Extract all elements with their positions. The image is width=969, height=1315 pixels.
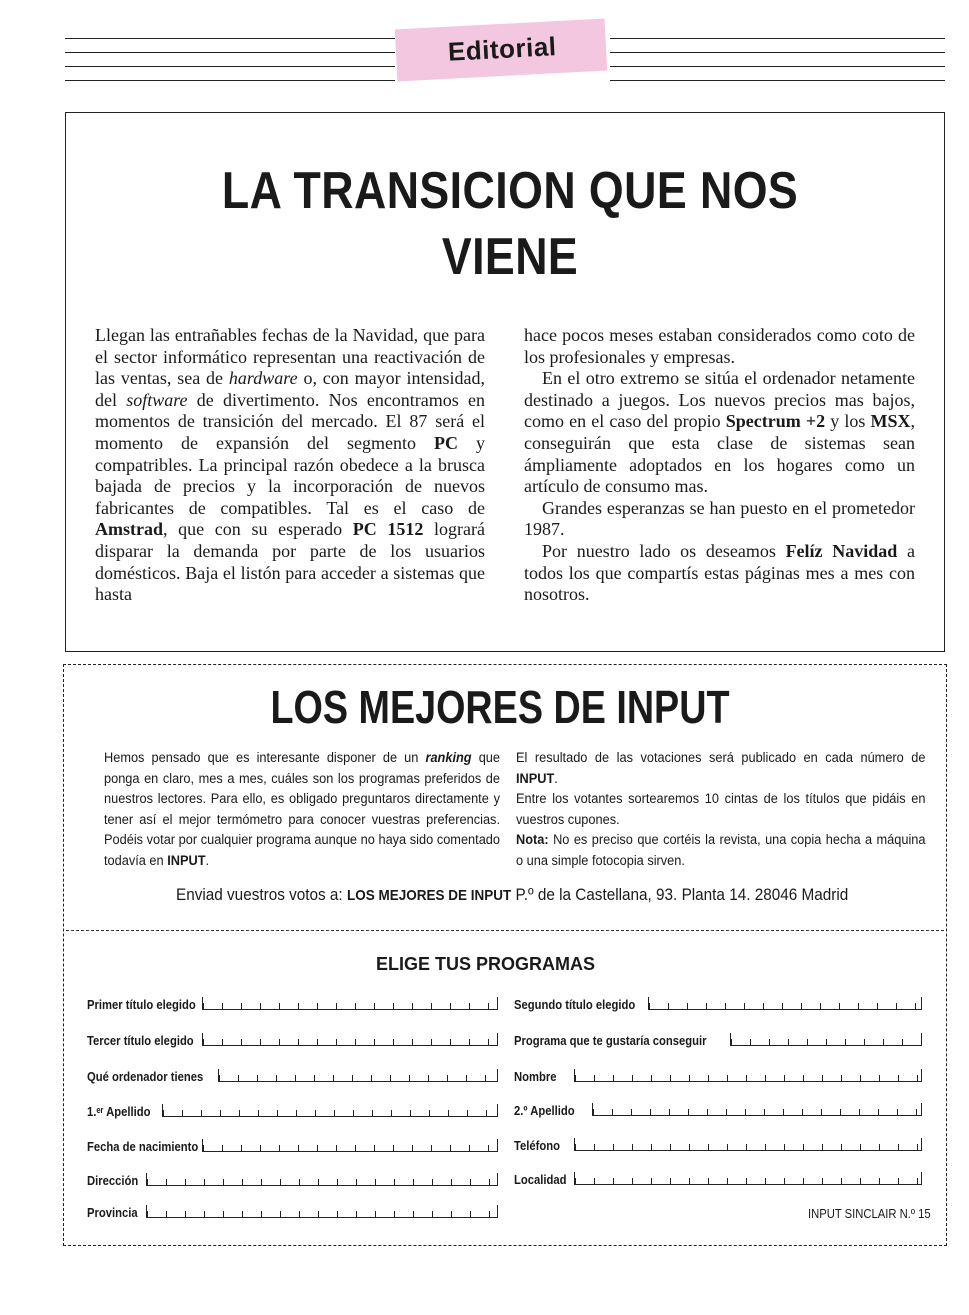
text-run: hardware	[228, 368, 298, 389]
text-run: PC 1512	[352, 519, 424, 540]
fecha-nacimiento-field[interactable]	[202, 1139, 498, 1152]
label-direccion: Dirección	[87, 1174, 139, 1188]
text-run: No es preciso que cortéis la revista, una copia hecha a máquina o una simple fotocopia sirven.	[516, 832, 926, 869]
section-tag-label: Editorial	[447, 31, 558, 67]
label-programa-conseguir: Programa que te gustaría conseguir	[514, 1034, 707, 1048]
paragraph	[524, 541, 915, 606]
cut-line	[66, 930, 944, 931]
text-run: MSX	[870, 411, 911, 432]
text-run: .	[205, 852, 210, 869]
text-run: software	[126, 389, 188, 410]
provincia-field[interactable]	[146, 1205, 498, 1218]
text-run: En el otro extremo se sitúa el ordenador netamente destinado a juegos. Los nuevos precios mas bajos, como en el caso del propio	[524, 368, 915, 432]
ordenador-field[interactable]	[218, 1069, 498, 1082]
text-run: y los	[825, 411, 871, 432]
label-provincia: Provincia	[87, 1206, 138, 1220]
primer-titulo-field[interactable]	[202, 997, 498, 1010]
text-run: logrará disparar la demanda por parte de los usuarios domésticos. Baja el listón para acceder a sistemas que hasta	[95, 519, 486, 605]
label-fecha-nacimiento: Fecha de nacimiento	[87, 1140, 199, 1154]
header-rule	[65, 52, 395, 53]
text-run: que ponga en claro, mes a mes, cuáles son los programas preferidos de nuestros lectores. Para ello, es obligado preguntaros directamente y tener así el mejor termómetro para conocer vuestras preferencias. Podéis votar por cualquier programa aunque no haya sido comentado todavía en	[104, 750, 500, 869]
text-run: , conseguirán que esta clase de sistemas sean ámpliamente adoptados en los hogares como un artículo de consumo mas.	[524, 411, 915, 497]
header-rule	[65, 38, 395, 39]
text-run: INPUT	[167, 852, 206, 869]
label-tercer-titulo: Tercer título elegido	[87, 1034, 194, 1048]
paragraph	[524, 498, 915, 541]
text-run: hace pocos meses estaban considerados como coto de los profesionales y empresas.	[524, 325, 915, 367]
send-address: P.º de la Castellana, 93. Planta 14. 28046 Madrid	[515, 885, 849, 904]
text-run: PC	[433, 432, 458, 453]
editorial-headline-line2: VIENE	[441, 228, 579, 286]
text-run: Amstrad	[95, 519, 163, 540]
text-run: Llegan las entrañables fechas de la Navidad, que para el sector informático representan una reactivación de las ventas, sea de	[95, 325, 485, 389]
section-tag	[395, 19, 607, 82]
paragraph	[524, 325, 915, 368]
text-run: a todos los que compartís estas páginas mes a mes con nosotros.	[524, 540, 915, 605]
text-run: Spectrum +2	[725, 411, 826, 432]
form-title: ELIGE TUS PROGRAMAS	[376, 954, 596, 974]
label-localidad: Localidad	[514, 1173, 567, 1187]
page-footer: INPUT SINCLAIR N.º 15	[808, 1207, 931, 1221]
mejores-title: LOS MEJORES DE INPUT	[270, 681, 730, 733]
localidad-field[interactable]	[574, 1172, 922, 1185]
text-run: y compatribles. La principal razón obedece a la brusca bajada de precios y la incorporación de nuevos fabricantes de compatibles. Tal es el caso de	[95, 432, 485, 518]
telefono-field[interactable]	[574, 1138, 922, 1151]
label-apellido2: 2.º Apellido	[514, 1104, 575, 1118]
text-run: El resultado de las votaciones será publicado en cada número de	[516, 750, 926, 766]
text-run: Nota:	[516, 832, 549, 848]
label-apellido1: 1.ᵉʳ Apellido	[87, 1105, 151, 1119]
label-primer-titulo: Primer título elegido	[87, 998, 196, 1012]
text-run: ranking	[425, 750, 472, 766]
paragraph	[104, 748, 500, 871]
paragraph	[524, 368, 915, 498]
text-run: Entre los votantes sortearemos 10 cintas de los títulos que pidáis en vuestros cupones.	[516, 791, 926, 828]
editorial-headline-line1: LA TRANSICION QUE NOS	[221, 162, 799, 220]
nombre-field[interactable]	[574, 1069, 922, 1082]
paragraph	[516, 830, 926, 871]
header-rule	[65, 80, 395, 81]
text-run: de divertimento. Nos encontramos en momentos de transición del mercado. El 87 será el momento de expansión del segmento	[95, 389, 485, 453]
text-run: INPUT	[516, 770, 555, 787]
programa-conseguir-field[interactable]	[730, 1033, 922, 1046]
label-telefono: Teléfono	[514, 1139, 561, 1153]
paragraph	[95, 325, 485, 606]
header-rule	[65, 66, 395, 67]
text-run: o, con mayor intensidad, del	[95, 368, 485, 410]
editorial-right-column	[524, 325, 915, 606]
paragraph	[516, 789, 926, 830]
label-ordenador: Qué ordenador tienes	[87, 1070, 204, 1084]
send-votes-line	[176, 885, 848, 905]
paragraph	[516, 748, 926, 789]
text-run: Felíz Navidad	[785, 540, 898, 561]
header-rule	[610, 38, 945, 39]
header-rule	[610, 52, 945, 53]
text-run: Por nuestro lado os deseamos	[542, 540, 786, 561]
direccion-field[interactable]	[146, 1173, 498, 1186]
send-name: LOS MEJORES DE INPUT	[346, 887, 512, 904]
text-run: .	[554, 770, 558, 787]
apellido2-field[interactable]	[592, 1103, 922, 1116]
label-segundo-titulo: Segundo título elegido	[514, 998, 636, 1012]
mejores-left-column	[104, 748, 500, 871]
header-rule	[610, 80, 945, 81]
text-run: Hemos pensado que es interesante disponer de un	[104, 750, 426, 766]
label-nombre: Nombre	[514, 1070, 557, 1084]
mejores-right-column	[516, 748, 926, 871]
editorial-left-column	[95, 325, 485, 606]
text-run: , que con su esperado	[163, 519, 353, 540]
tercer-titulo-field[interactable]	[202, 1033, 498, 1046]
apellido1-field[interactable]	[162, 1104, 498, 1117]
send-prefix: Enviad vuestros votos a:	[176, 885, 343, 904]
text-run: Grandes esperanzas se han puesto en el prometedor 1987.	[524, 497, 915, 540]
header-rule	[610, 66, 945, 67]
segundo-titulo-field[interactable]	[648, 997, 922, 1010]
